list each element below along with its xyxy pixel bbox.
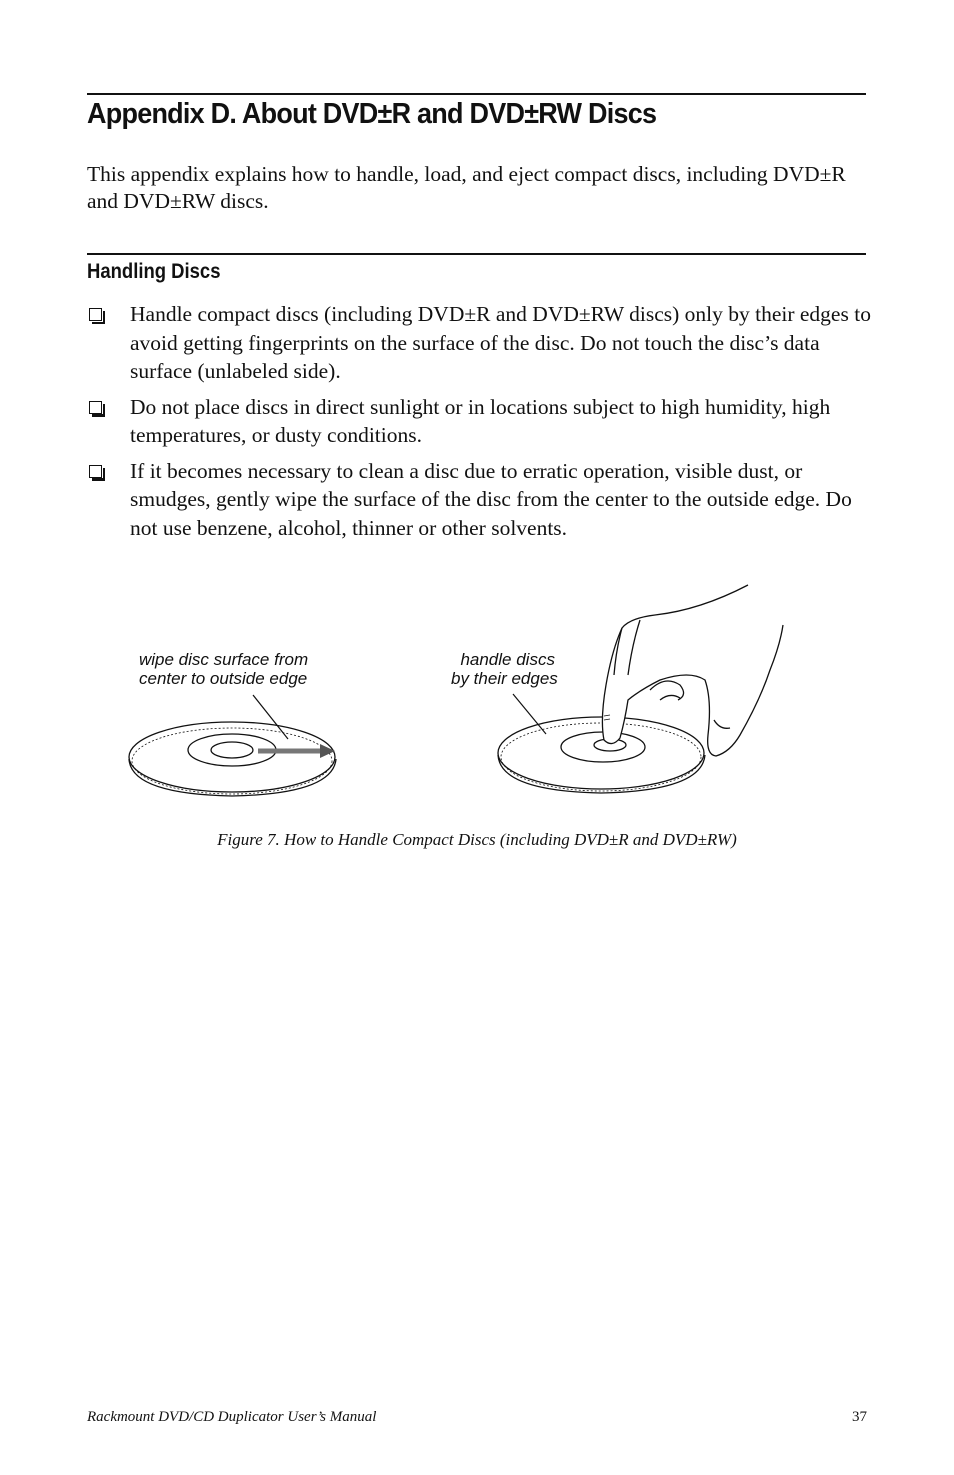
appendix-heading: Appendix D. About DVD±R and DVD±RW Discs — [87, 98, 657, 130]
handling-list — [87, 300, 877, 549]
checkbox-bullet-icon — [89, 308, 102, 321]
right-disc-icon — [498, 717, 705, 793]
list-item-text: Do not place discs in direct sunlight or in locations subject to high humidity, high temperatures, or dusty conditions. — [130, 394, 831, 447]
handle-label: handle discs by their edges — [451, 650, 558, 688]
heading-top-rule — [87, 93, 866, 95]
list-item-text: Handle compact discs (including DVD±R and DVD±RW discs) only by their edges to avoid getting fingerprints on the surface of the disc. Do not touch the disc’s data surface (unlabeled side). — [130, 302, 871, 383]
intro-paragraph: This appendix explains how to handle, load, and eject compact discs, including DVD±R and DVD±RW discs. — [87, 162, 846, 213]
list-item — [87, 457, 877, 543]
list-item-text: If it becomes necessary to clean a disc due to erratic operation, visible dust, or smudges, gently wipe the surface of the disc from the center to the outside edge. Do not use benzene, alcohol, thinner or other solvents. — [130, 458, 852, 540]
section-top-rule — [87, 253, 866, 255]
left-disc-icon — [129, 722, 336, 796]
page-number: 37 — [852, 1409, 867, 1425]
footer-title: Rackmount DVD/CD Duplicator User’s Manual — [87, 1409, 377, 1425]
section-heading: Handling Discs — [87, 260, 221, 283]
checkbox-bullet-icon — [89, 465, 102, 478]
wipe-label: wipe disc surface from center to outside edge — [139, 650, 309, 688]
list-item — [87, 393, 877, 450]
disc-handling-figure — [0, 560, 954, 820]
disc-illustration — [0, 560, 954, 820]
list-item — [87, 300, 877, 386]
checkbox-bullet-icon — [89, 401, 102, 414]
figure-caption: Figure 7. How to Handle Compact Discs (including DVD±R and DVD±RW) — [217, 830, 737, 849]
